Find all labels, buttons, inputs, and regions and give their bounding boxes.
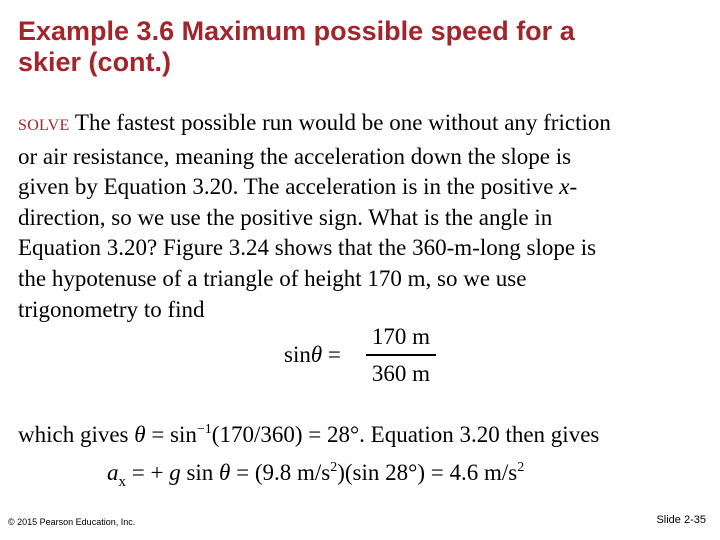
paragraph-line-4: direction, so we use the positive sign. What is the angle in — [18, 204, 553, 230]
accel-sup-2: 2 — [517, 460, 525, 475]
paragraph-line-5: Equation 3.20? Figure 3.24 shows that the 360-m-long slope is — [18, 235, 597, 261]
fraction-numerator: 170 m — [371, 324, 431, 349]
accel-g: g — [169, 460, 181, 485]
equation-lhs — [284, 342, 347, 368]
paragraph-line-1-text: The fastest possible run would be one without any friction — [69, 110, 611, 135]
equation-equals: = — [322, 342, 347, 367]
fraction-bar — [366, 354, 436, 356]
result-post: (170/360) = 28°. Equation 3.20 then gives — [211, 422, 600, 447]
accel-a: a — [107, 460, 119, 485]
sine-equation — [284, 322, 444, 388]
paragraph-line-7: trigonometry to find — [18, 296, 205, 322]
paragraph-line-2: or air resistance, meaning the acceleration down the slope is — [18, 143, 572, 169]
slide-title-line-2: skier (cont.) — [18, 47, 172, 77]
fraction-denominator: 360 m — [371, 361, 431, 386]
paragraph-line-1 — [18, 108, 708, 142]
paragraph-line-6: the hypotenuse of a triangle of height 170 m, so we use — [18, 265, 527, 291]
accel-part-1: = + — [126, 460, 170, 485]
accel-theta: θ — [219, 460, 231, 485]
accel-part-4: )(sin 28°) = 4.6 m/s — [337, 460, 518, 485]
paragraph-line-3-post: - — [569, 174, 578, 200]
slide-title — [18, 16, 708, 78]
equation-theta: θ — [310, 342, 323, 367]
solve-label: SOLVE — [18, 117, 70, 134]
acceleration-equation — [107, 458, 707, 488]
equation-sin: sin — [284, 342, 311, 367]
equation-fraction — [366, 322, 436, 389]
paragraph-line-3-pre: given by Equation 3.20. The acceleration is in the positive — [18, 174, 560, 200]
accel-part-2: sin — [180, 460, 220, 485]
accel-part-3: = (9.8 m/s — [230, 460, 331, 485]
accel-sub-x: x — [118, 474, 126, 490]
slide-title-line-1: Example 3.6 Maximum possible speed for a — [18, 16, 575, 46]
slide-number: Slide 2-35 — [656, 514, 706, 526]
variable-x: x — [559, 174, 570, 200]
result-theta: θ — [134, 422, 146, 447]
solve-paragraph — [18, 108, 708, 325]
result-mid: = sin — [145, 422, 197, 447]
angle-result-line — [18, 420, 708, 450]
copyright-footer: © 2015 Pearson Education, Inc. — [8, 517, 136, 527]
result-inverse-sup: −1 — [196, 422, 212, 437]
paragraph-line-3 — [18, 172, 708, 203]
accel-sup-1: 2 — [330, 460, 338, 475]
result-pre: which gives — [18, 422, 135, 447]
